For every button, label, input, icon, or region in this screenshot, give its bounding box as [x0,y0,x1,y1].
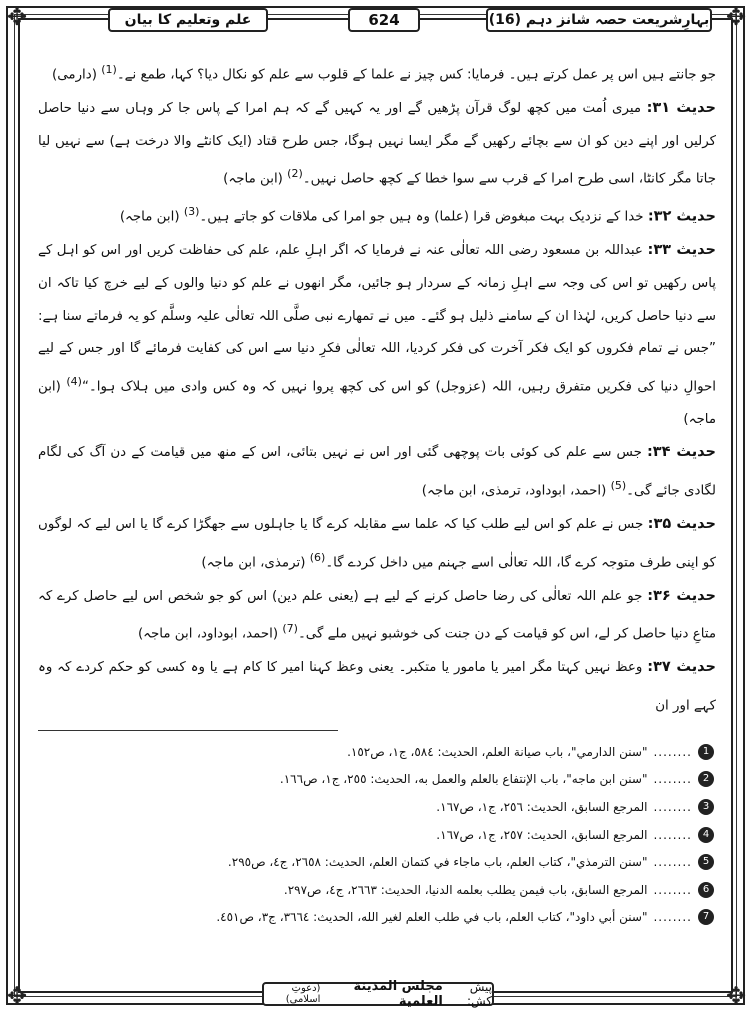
footnote-text: المرجع السابق، الحديث: ٢٥٧، ج١، ص١٦٧. [436,827,648,842]
footnote-text: "سنن الدارمي"، باب صيانة العلم، الحديث: ٥٨٤، ج١، ص١٥٢. [347,744,648,759]
hadith-label: حدیث ۳۲: [647,208,716,225]
paragraph-text: میری اُمت میں کچھ لوگ قرآن پڑھیں گے اور یہ کہیں گے کہ ہم امرا کے پاس جا کر وہاں سے دنیا حاصل کرلیں اور اپنے دین کو ان سے بچائے رکھیں گے مگر ایسا نہیں ہوگا، جس طرح قتاد (ایک کانٹے والا درخت ہے) سے نہیں لیا جاتا مگر کانٹا، اسی طرح امرا کے قرب سے سوا خطا کے کچھ حاصل نہیں۔ [38,101,716,187]
footnote-number: 7 [698,909,714,925]
book-title-header [486,8,712,32]
chapter-title-header [108,8,268,32]
book-title: بہارِشریعت حصہ شانز دہم (16) [488,12,710,28]
footnote-text: المرجع السابق، الحديث: ٢٥٦، ج١، ص١٦٧. [436,799,648,814]
corner-ornament-icon: ✥ [6,982,28,1010]
source-citation: (احمد، ابوداود، ترمذی، ابن ماجہ) [421,483,607,499]
publisher-affiliation: (دعوتِ اسلامی) [285,983,321,1005]
footnote [34,821,714,849]
publisher-name: مجلس المدينة العلمية [353,979,443,1009]
paragraph-text: جو علم اللہ تعالٰی کی رضا حاصل کرنے کے لیے ہے (یعنی علم دین) اس کو جو شخص اس لیے حاصل کرے کہ متاعِ دنیا حاصل کر لے، اس کو قیامت کے دن جنت کی خوشبو نہیں ملے گی۔ [38,588,716,642]
footnote-leader: ........ [653,744,692,759]
paragraph [38,508,716,580]
source-citation: (احمد، ابوداود، ابن ماجہ) [137,626,279,642]
footnote [34,738,714,766]
page-number: 624 [368,11,400,29]
footnote-marker: (2) [287,167,303,181]
footnote-number: 3 [698,799,714,815]
footnote [34,876,714,904]
hadith-label: حدیث ۳۵: [647,516,716,533]
footnotes [34,738,714,931]
footnote-divider [38,730,338,731]
footnote-leader: ........ [653,882,692,897]
paragraph-text: جو جانتے ہیں اس پر عمل کرتے ہیں۔ فرمایا: کس چیز نے علما کے قلوب سے علم کو نکال دیا؟ کہا، طمع نے۔ [116,67,716,83]
footnote-text: "سنن ابن ماجه"، باب الإنتفاع بالعلم والعمل به، الحديث: ٢٥٥، ج١، ص١٦٦. [279,772,648,787]
main-text [38,54,716,723]
source-citation: (ابن ماجہ) [223,171,283,187]
footer-prefix: پیش کش: [466,980,492,1008]
footnote-marker: (1) [101,63,117,76]
footnote-marker: (7) [282,622,298,636]
footnote-number: 4 [698,827,714,843]
footnote-number: 6 [698,882,714,898]
hadith-label: حدیث ۳۱: [646,100,716,117]
publisher-footer [262,979,494,1009]
footnote-leader: ........ [653,799,692,814]
corner-ornament-icon: ✥ [6,3,28,31]
corner-ornament-icon: ✥ [725,982,747,1010]
page-number-box [348,8,420,32]
hadith-label: حدیث ۳۶: [647,587,716,604]
hadith-label: حدیث ۳۷: [647,659,716,676]
paragraph-text: عبداللہ بن مسعود رضی اللہ تعالٰی عنہ نے فرمایا کہ اگر اہلِ علم، علم کی حفاظت کریں اور اس کو اہل کے پاس رکھیں تو اس کی وجہ سے اہلِ زمانہ کے سردار ہو جائیں، مگر انھوں نے علم کو دنیا والوں کے لیے خرچ کیا تاکہ ان سے دنیا حاصل کریں، لہٰذا ان کے سامنے ذلیل ہو گئے۔ میں نے تمھارے نبی صلَّی اللہ تعالٰی علیہ وسلَّم کو یہ فرماتے سنا ہے: ”جس نے تمام فکروں کو ایک فکر آخرت کی فکر کردیا، اللہ تعالٰی فکرِ دنیا سے اس کی کفایت فرمائے گا اور جس کے لیے احوالِ دنیا کی فکریں متفرق رہیں، اللہ (عزوجل) کو اس کی کچھ پروا نہیں کہ وہ کس وادی میں ہلاک ہوا۔“ [38,243,716,395]
source-citation: (ابن ماجہ) [119,209,180,225]
footnote [34,766,714,794]
footnote-leader: ........ [653,827,692,842]
footnote-number: 5 [698,854,714,870]
paragraph-text: خدا کے نزدیک بہت مبغوض قرا (علما) وہ ہیں جو امرا کی ملاقات کو جاتے ہیں۔ [199,209,644,225]
footnote-number: 2 [698,771,714,787]
hadith-label: حدیث ۳۳: [647,242,716,259]
footnote-marker: (3) [183,205,200,219]
paragraph [38,436,716,508]
footnote [34,848,714,876]
source-citation: (ترمذی، ابن ماجہ) [201,555,306,571]
footnote-leader: ........ [653,910,692,925]
footnote-marker: (5) [610,479,627,492]
paragraph-text: جس سے علم کی کوئی بات پوچھی گئی اور اس نے نہیں بتائی، اس کے منھ میں قیامت کے دن آگ کی لگام لگادی جائے گی۔ [38,445,716,499]
paragraph [38,92,716,196]
footnote-text: المرجع السابق، باب فيمن يطلب بعلمه الدنيا، الحديث: ٢٦٦٣، ج٤، ص٢٩٧. [283,882,648,897]
paragraph [38,580,716,652]
footnote-number: 1 [698,744,714,760]
hadith-label: حدیث ۳۴: [646,444,716,461]
source-citation: (دارمی) [52,67,97,83]
paragraph [38,234,716,436]
footnote-marker: (4) [66,374,82,388]
paragraph [38,54,716,92]
footnote [34,904,714,932]
footnote [34,793,714,821]
paragraph-text: وعظ نہیں کہتا مگر امیر یا مامور یا متکبر۔ یعنی وعظ کہنا امیر کا کام ہے یا وہ کسی کو حکم کردے کہ وہ کہے اور ان [38,660,716,714]
corner-ornament-icon: ✥ [725,3,747,31]
footnote-leader: ........ [653,772,692,787]
paragraph [38,651,716,723]
footnote-marker: (6) [309,550,326,564]
chapter-title: علم وتعلیم کا بیان [124,12,252,28]
footnote-text: "سنن الترمذي"، كتاب العلم، باب ماجاء في كتمان العلم، الحديث: ٢٦٥٨، ج٤، ص٢٩٥. [227,855,648,870]
source-citation: (ابن ماجہ) [38,379,716,427]
paragraph [38,196,716,234]
footnote-text: "سنن أبي داود"، كتاب العلم، باب في طلب العلم لغير الله، الحديث: ٣٦٦٤، ج٣، ص٤٥١. [216,910,648,925]
footnote-leader: ........ [653,855,692,870]
paragraph-text: جس نے علم کو اس لیے طلب کیا کہ علما سے مقابلہ کرے گا یا جاہلوں سے جھگڑا کرے گا یا اس لیے کہ لوگوں کو اپنی طرف متوجہ کرے گا، اللہ تعالٰی اسے جہنم میں داخل کردے گا۔ [38,517,716,571]
